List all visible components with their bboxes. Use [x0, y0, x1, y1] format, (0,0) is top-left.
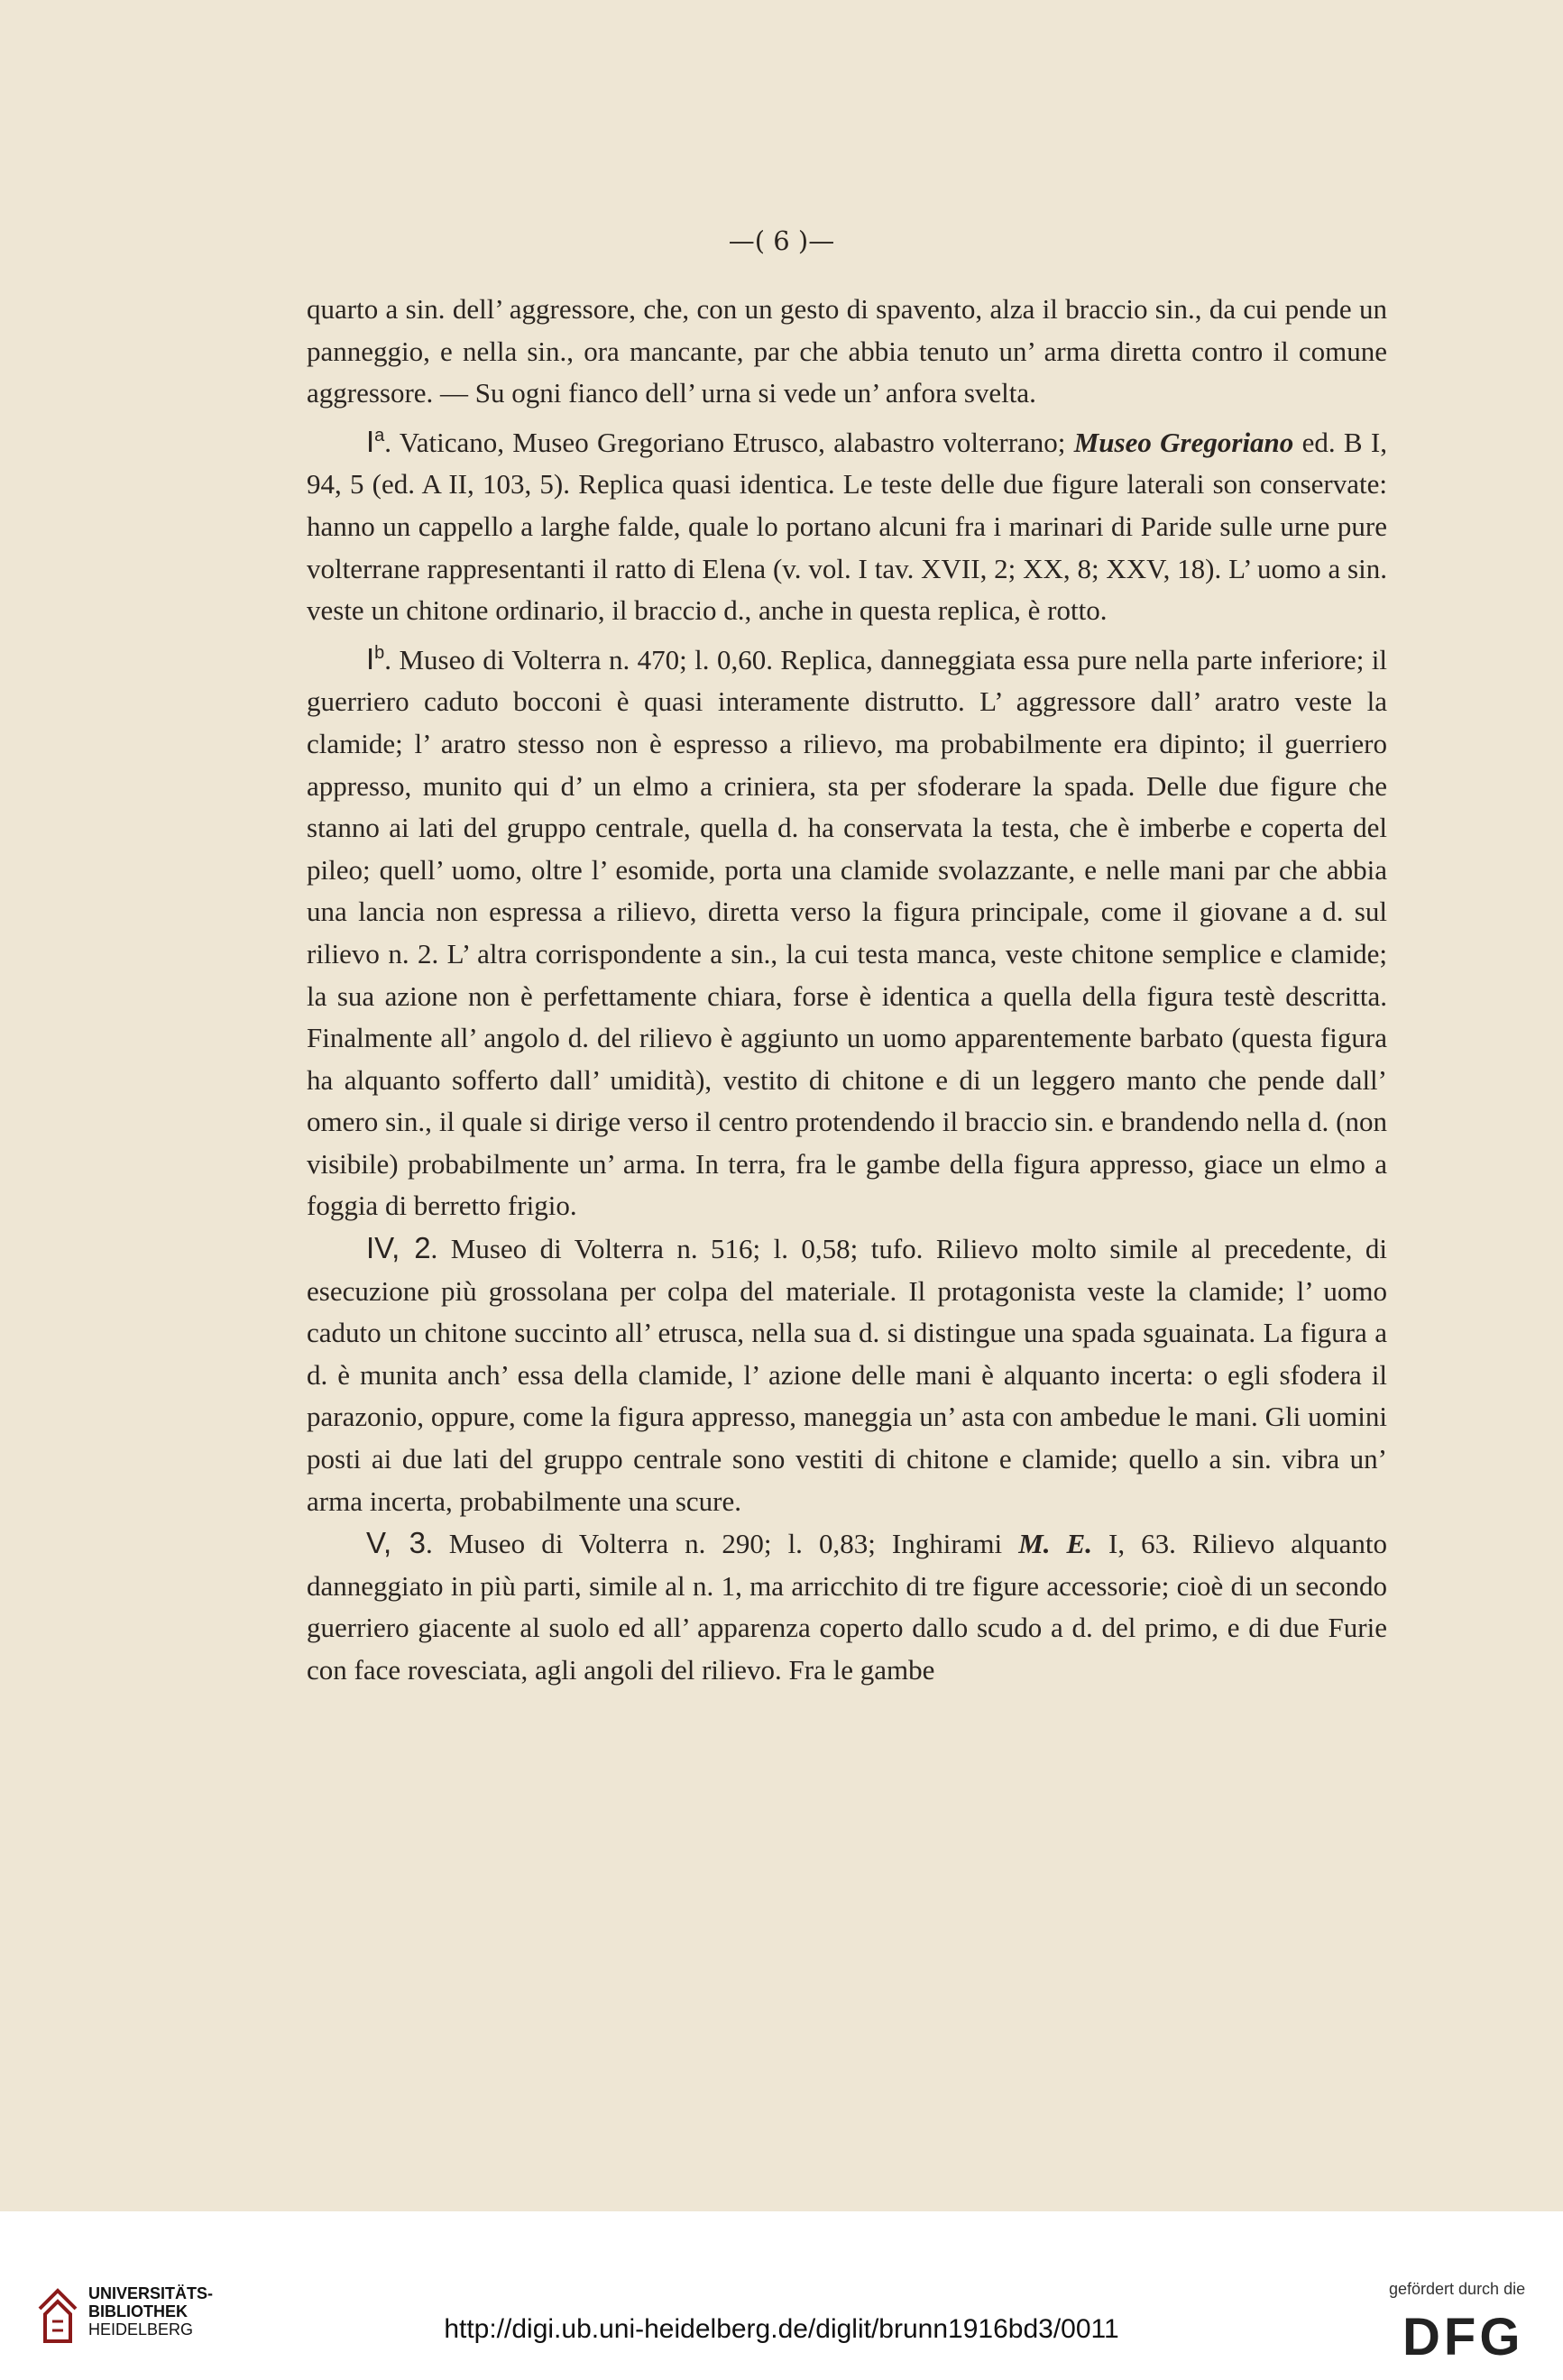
body-text	[307, 289, 1387, 1692]
paragraph-entry-v	[307, 1522, 1387, 1691]
paragraph-text: . Vaticano, Museo Gregoriano Etrusco, alabastro volterrano;	[384, 426, 1074, 458]
paragraph-entry-ib	[307, 632, 1387, 1227]
paragraph-entry-iv	[307, 1227, 1387, 1522]
paragraph-text: quarto a sin. dell’ aggressore, che, con un gesto di spavento, alza il braccio sin., da cui pende un panneggio, e nella sin., ora mancante, par che abbia tenuto un’ arma diretta contro il comune aggressore. — Su ogni fianco dell’ urna si vede un’ anfora svelta.	[307, 293, 1387, 409]
paragraph-text: I, 63. Rilievo alquanto danneggiato in più parti, simile al n. 1, ma arricchito di tre figure accessorie; cioè di un secondo guerriero giacente al suolo ed all’ apparenza coperto dallo scudo a d. del primo, e di due Furie con face rovesciata, agli angoli del rilievo. Fra le gambe	[307, 1528, 1388, 1686]
entry-tag: V, 3	[366, 1526, 426, 1560]
entry-tag: $I^b$	[366, 641, 385, 675]
permalink-url[interactable]: http://digi.ub.uni-heidelberg.de/diglit/brunn1916bd3/0011	[444, 2314, 1119, 2344]
paragraph-text: . Museo di Volterra n. 470; l. 0,60. Replica, danneggiata essa pure nella parte inferiore; il guerriero caduto bocconi è quasi interamente distrutto. L’ aggressore dall’ aratro veste la clamide; l’ aratro stesso non è espresso a rilievo, ma probabilmente era dipinto; il guerriero appresso, munito qui d’ un elmo a criniera, sta per sfoderare la spada. Delle due figure che stanno ai lati del gruppo centrale, quella d. ha conservata la testa, che è imberbe e coperta del pileo; quell’ uomo, oltre l’ esomide, porta una clamide svolazzante, e nelle mani par che abbia una lancia non espressa a rilievo, diretta verso la figura principale, come il giovane a d. sul rilievo n. 2. L’ altra corrispondente a sin., la cui testa manca, veste chitone semplice e clamide; la sua azione non è perfettamente chiara, forse è identica a quella della figura testè descritta. Finalmente all’ angolo d. del rilievo è aggiunto un uomo apparentemente barbato (questa figura ha alquanto sofferto dall’ umidità), vestito di chitone e di un leggero manto che pende dall’ omero sin., il quale si dirige verso il centro protendendo il braccio sin. e brandendo nella d. (non visibile) probabilmente un’ arma. In terra, fra le gambe della figura appresso, giace un elmo a foggia di berretto frigio.	[307, 643, 1387, 1222]
paragraph-continuation	[307, 289, 1387, 415]
paragraph-text: . Museo di Volterra n. 516; l. 0,58; tufo. Rilievo molto simile al precedente, di esecuzione più grossolana per colpa del materiale. Il protagonista veste la clamide; l’ uomo caduto un chitone succinto all’ etrusca, nella sua d. si distingue una spada sguainata. La figura a d. è munita anch’ essa della clamide, l’ azione delle mani è alquanto incerta: o egli sfodera il parazonio, oppure, come la figura appresso, maneggia un’ asta con ambedue le mani. Gli uomini posti ai due lati del gruppo centrale sono vestiti di chitone e clamide; quello a sin. vibra un’ arma incerta, probabilmente una scure.	[307, 1233, 1387, 1517]
paragraph-entry-ia	[307, 415, 1387, 632]
entry-tag: IV, 2	[366, 1231, 431, 1265]
funder-caption: gefördert durch die	[1389, 2280, 1526, 2298]
entry-tag: $I^a$	[366, 424, 385, 458]
page-number: —( 6 )—	[728, 225, 835, 256]
footer-bar	[0, 2211, 1563, 2380]
italic-title: Museo Gregoriano	[1073, 426, 1294, 458]
paragraph-text: ed. B I, 94, 5 (ed. A II, 103, 5). Replica quasi identica. Le teste delle due figure laterali son conservate: hanno un cappello a larghe falde, quale lo portano alcuni fra i marinari di Paride sulle urne pure volterrane rappresentanti il ratto di Elena (v. vol. I tav. XVII, 2; XX, 8; XXV, 18). L’ uomo a sin. veste un chitone ordinario, il braccio d., anche in questa replica, è rotto.	[307, 426, 1387, 627]
italic-title: M. E.	[1018, 1528, 1092, 1560]
library-line-2: BIBLIOTHEK	[88, 2302, 188, 2320]
paragraph-text: . Museo di Volterra n. 290; l. 0,83; Inghirami	[425, 1528, 1019, 1560]
library-line-1: UNIVERSITÄTS-	[88, 2284, 214, 2302]
dfg-logo: DFG	[1402, 2308, 1524, 2366]
library-line-3: HEIDELBERG	[88, 2320, 194, 2339]
